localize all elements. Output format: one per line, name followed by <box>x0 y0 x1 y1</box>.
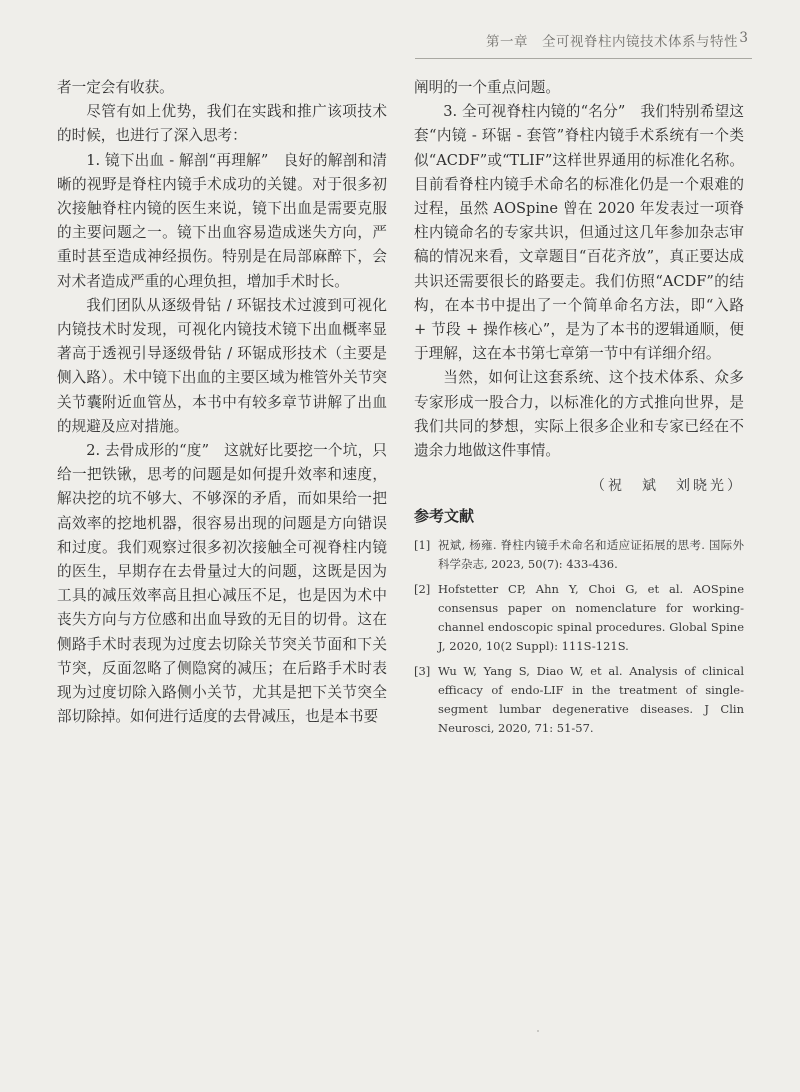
paragraph: 阐明的一个重点问题。 <box>414 79 560 96</box>
references-heading: 参考文献 <box>414 507 475 526</box>
paper-speck <box>537 1030 539 1032</box>
reference-number: [1] <box>414 538 431 553</box>
reference-item <box>414 536 744 574</box>
paragraph: 1. 镜下出血 - 解剖“再理解” 良好的解剖和清晰的视野是脊柱内镜手术成功的关键。对于很多初次接触脊柱内镜的医生来说，镜下出血是需要克服的主要问题之一。镜下出血容易造成迷失方向，严重时甚至造成神经损伤。特别是在局部麻醉下，会对术者造成严重的心理负担，增加手术时长。 <box>57 151 387 290</box>
reference-number: [2] <box>414 582 431 597</box>
right-column <box>414 76 744 744</box>
header-rule <box>415 58 752 59</box>
paragraph: 2. 去骨成形的“度” 这就好比要挖一个坑，只给一把铁锹，思考的问题是如何提升效率和速度，解决挖的坑不够大、不够深的矛盾，而如果给一把高效率的挖地机器，很容易出现的问题是方向错误和过度。我们观察过很多初次接触全可视脊柱内镜的医生，早期存在去骨量过大的问题，这既是因为工具的减压效率高且担心减压不足，也是因为术中丧失方向与方位感和出血导致的无目的切骨。这在侧路手术时表现为过度去切除关节突关节面和下关节突，反面忽略了侧隐窝的减压；在后路手术时表现为过度切除入路侧小关节，尤其是把下关节突全部切除掉。如何进行适度的去骨减压，也是本书要 <box>57 442 387 726</box>
author-signature: （祝 斌 刘晓光） <box>591 478 744 495</box>
reference-text: Hofstetter CP, Ahn Y, Choi G, et al. AOSpine consensus paper on nomenclature for working-channel endoscopic spinal procedures. Global Spine J, 2020, 10(2 Suppl): 111S-121S. <box>438 582 744 654</box>
paragraph: 者一定会有收获。 <box>57 79 174 96</box>
left-column <box>57 76 387 729</box>
page-number: 3 <box>739 30 748 46</box>
reference-number: [3] <box>414 664 431 679</box>
running-header <box>0 28 800 62</box>
reference-text: 祝斌, 杨雍. 脊柱内镜手术命名和适应证拓展的思考. 国际外科学杂志, 2023, 50(7): 433-436. <box>438 538 744 572</box>
paragraph: 我们团队从逐级骨钻 / 环锯技术过渡到可视化内镜技术时发现，可视化内镜技术镜下出血概率显著高于透视引导逐级骨钻 / 环锯成形技术（主要是侧入路）。术中镜下出血的主要区域为椎管外关节突关节囊附近血管丛，本书中有较多章节讲解了出血的规避及应对措施。 <box>57 296 387 435</box>
reference-item <box>414 662 744 738</box>
paragraph: 当然，如何让这套系统、这个技术体系、众多专家形成一股合力，以标准化的方式推向世界，是我们共同的梦想，实际上很多企业和专家已经在不遗余力地做这件事情。 <box>414 369 744 460</box>
reference-item <box>414 580 744 656</box>
chapter-title: 第一章 全可视脊柱内镜技术体系与特性 <box>486 34 738 50</box>
reference-text: Wu W, Yang S, Diao W, et al. Analysis of clinical efficacy of endo-LIF in the treatment of single-segment lumbar degenerative diseases. J Clin Neurosci, 2020, 71: 51-57. <box>438 664 744 736</box>
paragraph: 3. 全可视脊柱内镜的“名分” 我们特别希望这套“内镜 - 环锯 - 套管”脊柱内镜手术系统有一个类似“ACDF”或“TLIF”这样世界通用的标准化名称。目前看脊柱内镜手术命名的标准化仍是一个艰难的过程，虽然 AOSpine 曾在 2020 年发表过一项脊柱内镜命名的专家共识，但通过这几年参加杂志审稿的情况来看，文章题目“百花齐放”，真正要达成共识还需要很长的路要走。我们仿照“ACDF”的结构，在本书中提出了一个简单命名方法，即“入路 + 节段 + 操作核心”，是为了本书的逻辑通顺，便于理解，这在本书第七章第一节中有详细介绍。 <box>414 103 744 363</box>
paragraph: 尽管有如上优势，我们在实践和推广该项技术的时候，也进行了深入思考： <box>57 103 387 145</box>
